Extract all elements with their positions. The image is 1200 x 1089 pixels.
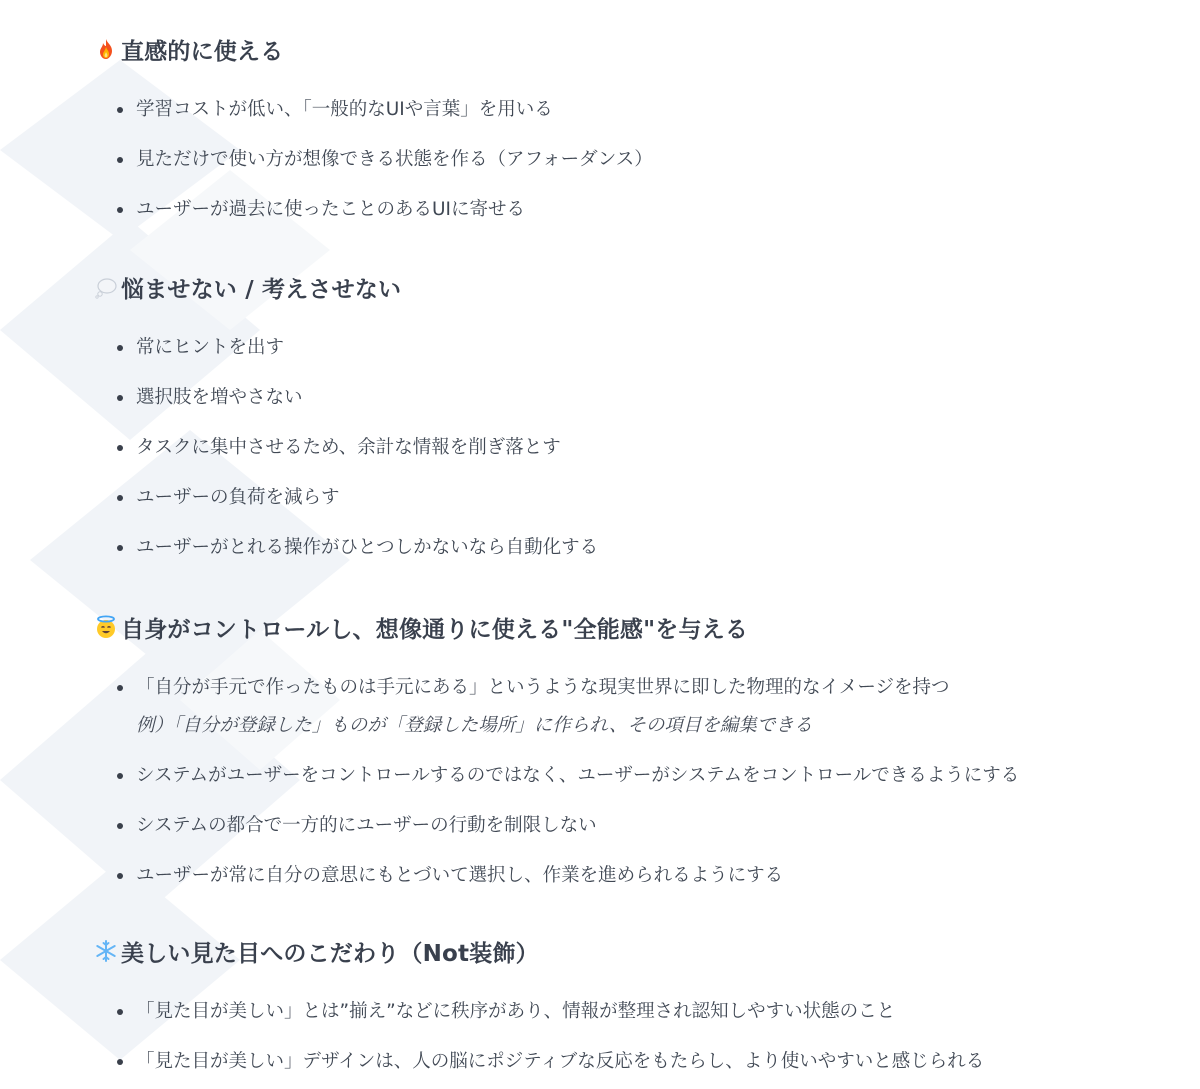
list-item-text: ユーザーの負荷を減らす <box>136 487 340 508</box>
bullet-list <box>93 335 1173 561</box>
list-item-text: タスクに集中させるため、余計な情報を削ぎ落とす <box>136 437 561 458</box>
list-item-text: 「見た目が美しい」とは”揃え”などに秩序があり、情報が整理され認知しやすい状態のこと <box>136 1001 896 1022</box>
thought-bubble-icon <box>93 274 119 300</box>
list-item <box>93 97 1173 123</box>
section-title: 悩ませない / 考えさせない <box>121 276 402 303</box>
list-item-text: 選択肢を増やさない <box>136 387 303 408</box>
bullet-list <box>93 675 1173 889</box>
list-item <box>93 485 1173 511</box>
list-item-text: システムの都合で一方的にユーザーの行動を制限しない <box>136 815 597 836</box>
list-item <box>93 1049 1173 1075</box>
bullet-dot <box>117 107 123 113</box>
list-item-text: 常にヒントを出す <box>136 337 285 358</box>
fire-icon <box>93 36 119 62</box>
list-item <box>93 813 1173 839</box>
snowflake-icon <box>93 938 119 964</box>
list-item <box>93 197 1173 223</box>
list-item <box>93 535 1173 561</box>
list-item <box>93 675 1173 739</box>
list-item <box>93 335 1173 361</box>
bullet-dot <box>117 685 123 691</box>
list-item-text: ユーザーが過去に使ったことのあるUIに寄せる <box>136 199 525 220</box>
list-item <box>93 147 1173 173</box>
list-item-text: システムがユーザーをコントロールするのではなく、ユーザーがシステムをコントロールできるようにする <box>136 765 1020 786</box>
bullet-dot <box>117 157 123 163</box>
bullet-dot <box>117 773 123 779</box>
section-dont-make-think <box>93 267 1173 561</box>
bullet-dot <box>117 1009 123 1015</box>
section-intuitive <box>93 29 1173 223</box>
list-item-text: 「自分が手元で作ったものは手元にある」というような現実世界に即した物理的なイメージを持つ <box>136 677 950 698</box>
section-heading <box>93 931 1173 971</box>
section-beautiful-look <box>93 931 1173 1075</box>
bullet-dot <box>117 495 123 501</box>
section-heading <box>93 267 1173 307</box>
list-item <box>93 385 1173 411</box>
section-heading <box>93 29 1173 69</box>
smiling-face-with-halo-icon <box>93 614 119 640</box>
list-item-text: 学習コストが低い、「一般的なUIや言葉」を用いる <box>136 99 553 120</box>
list-item <box>93 863 1173 889</box>
section-title: 自身がコントロールし、想像通りに使える"全能感"を与える <box>121 616 749 643</box>
list-item-text: ユーザーがとれる操作がひとつしかないなら自動化する <box>136 537 599 558</box>
section-title: 直感的に使える <box>121 38 284 65</box>
section-title: 美しい見た目へのこだわり（Not装飾） <box>121 940 539 967</box>
list-item <box>93 435 1173 461</box>
bullet-dot <box>117 445 123 451</box>
list-item-text: 「見た目が美しい」デザインは、人の脳にポジティブな反応をもたらし、より使いやすいと感じられる <box>136 1051 985 1072</box>
bullet-list <box>93 999 1173 1075</box>
bullet-list <box>93 97 1173 223</box>
bullet-dot <box>117 545 123 551</box>
bullet-dot <box>117 1059 123 1065</box>
list-item-text: 見ただけで使い方が想像できる状態を作る（アフォーダンス） <box>136 149 653 170</box>
list-item-example: 例）「自分が登録した」ものが「登録した場所」に作られ、その項目を編集できる <box>136 715 813 736</box>
list-item-text: ユーザーが常に自分の意思にもとづいて選択し、作業を進められるようにする <box>136 865 784 886</box>
bullet-dot <box>117 873 123 879</box>
bullet-dot <box>117 345 123 351</box>
list-item <box>93 999 1173 1025</box>
bullet-dot <box>117 823 123 829</box>
bullet-dot <box>117 207 123 213</box>
section-sense-of-control <box>93 607 1173 889</box>
list-item <box>93 763 1173 789</box>
bullet-dot <box>117 395 123 401</box>
section-heading <box>93 607 1173 647</box>
